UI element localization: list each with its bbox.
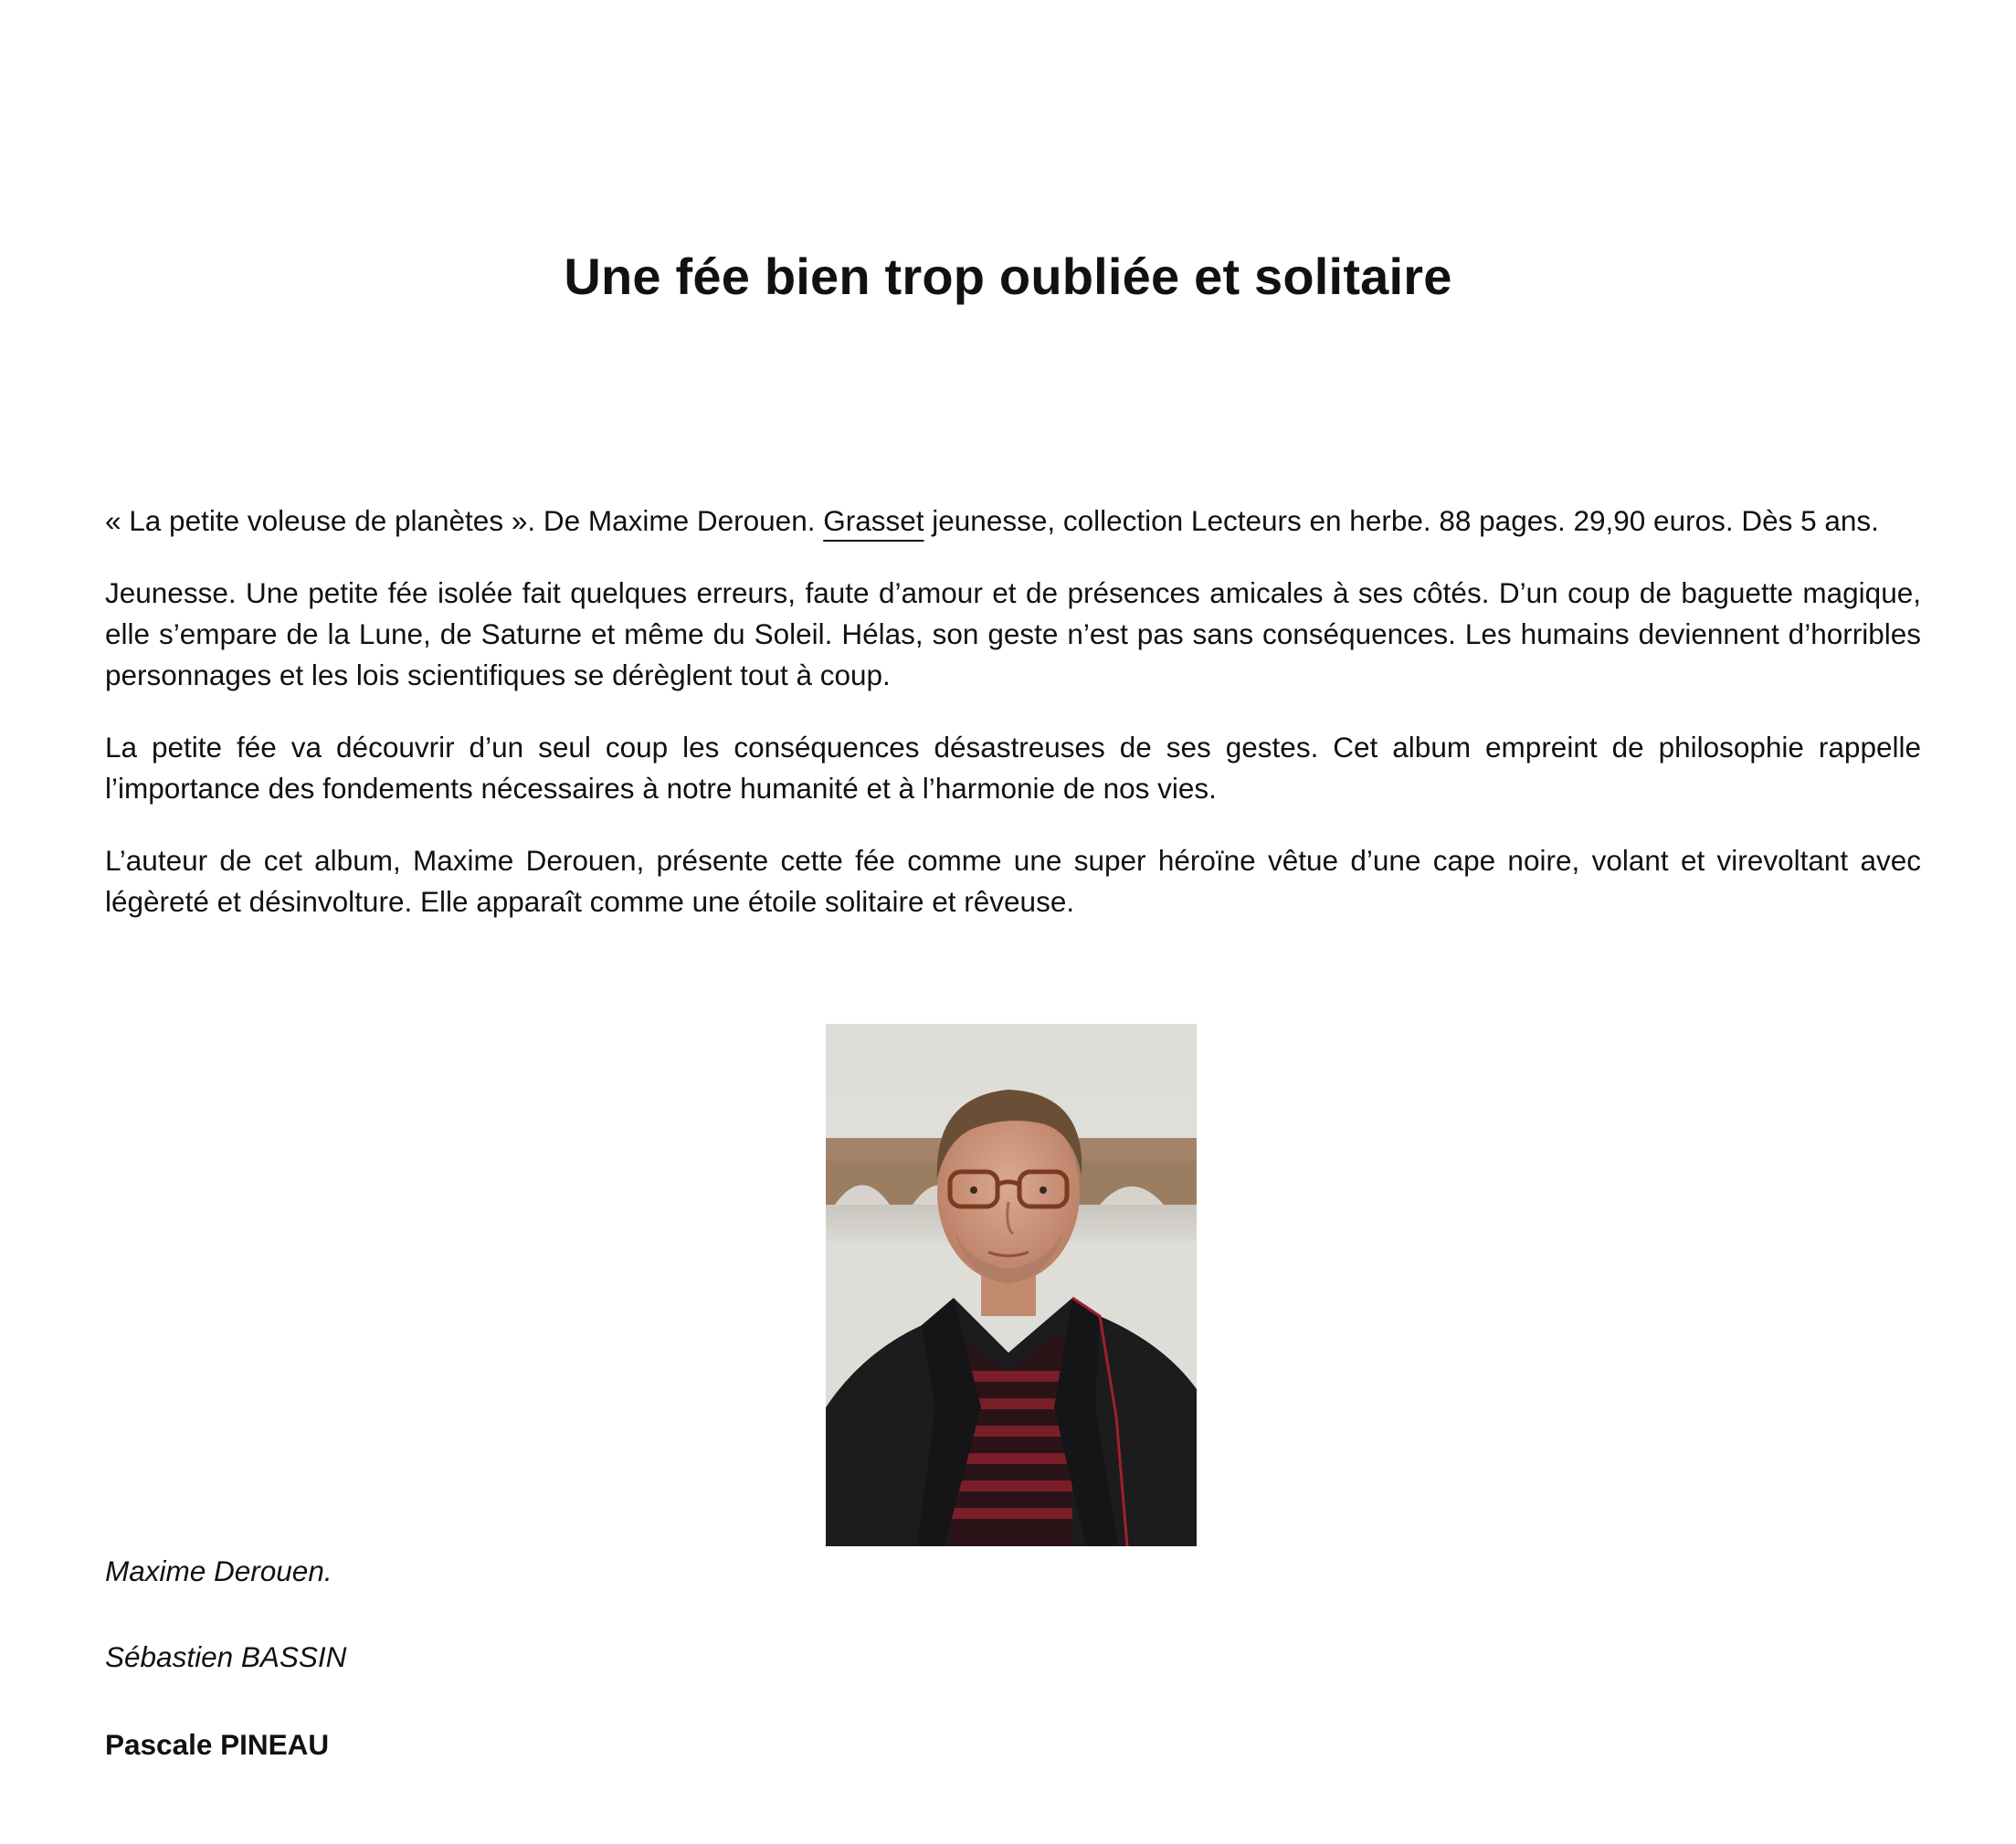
photo-caption: Maxime Derouen.: [105, 1554, 332, 1587]
book-reference: [105, 501, 1921, 542]
article-title: Une fée bien trop oubliée et solitaire: [564, 248, 1452, 305]
paragraph-consequences: La petite fée va découvrir d’un seul coup les conséquences désastreuses de ses gestes. Cet album empreint de philosophie rappelle l’importance des fondements nécessaires à notre humanité et à l’harmonie de nos vies.: [105, 731, 1921, 805]
author-photo: [826, 1024, 1197, 1546]
publisher-link[interactable]: Grasset: [823, 504, 924, 537]
article-author: Pascale PINEAU: [105, 1728, 330, 1761]
paragraph-author: L’auteur de cet album, Maxime Derouen, présente cette fée comme une super héroïne vêtue d’une cape noire, volant et virevoltant avec légèreté et désinvolture. Elle apparaît comme une étoile solitaire et rêveuse.: [105, 844, 1921, 918]
photo-credit: Sébastien BASSIN: [105, 1640, 347, 1673]
book-reference-text: « La petite voleuse de planètes ». De Maxime Derouen.: [105, 504, 824, 537]
paragraph-summary: Jeunesse. Une petite fée isolée fait quelques erreurs, faute d’amour et de présences amicales à ses côtés. D’un coup de baguette magique, elle s’empare de la Lune, de Saturne et même du Soleil. Hélas, son geste n’est pas sans conséquences. Les humains deviennent d’horribles personnages et les lois scientifiques se dérèglent tout à coup.: [105, 576, 1921, 691]
article-body: [105, 501, 1921, 954]
book-reference-text-end: jeunesse, collection Lecteurs en herbe. 88 pages. 29,90 euros. Dès 5 ans.: [924, 504, 1879, 537]
